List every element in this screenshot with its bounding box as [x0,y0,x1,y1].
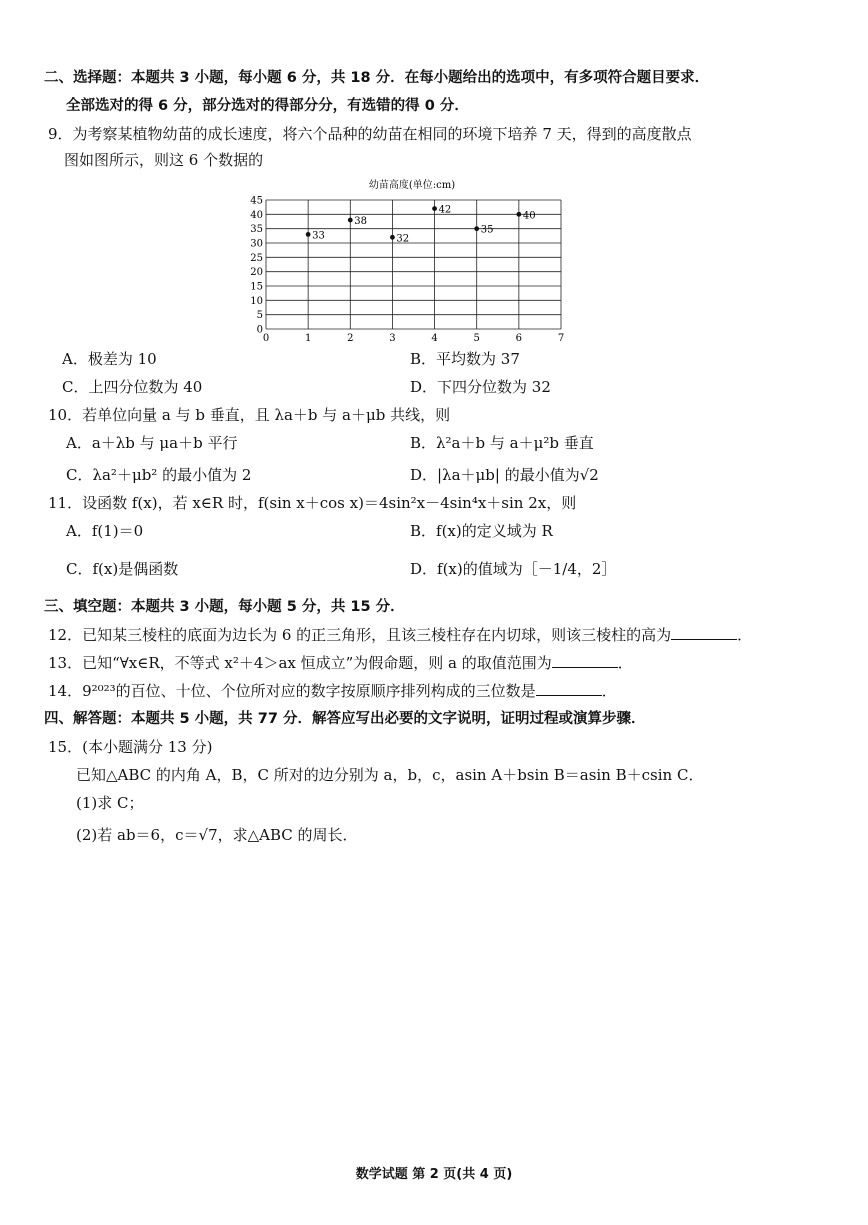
q10-stem: 10．若单位向量 a 与 b 垂直，且 λa＋b 与 a＋μb 共线，则 [48,406,451,424]
q13 [48,653,633,673]
data-label: 38 [354,216,368,228]
section2-heading-line1: 二、选择题：本题共 3 小题，每小题 6 分，共 18 分．在每小题给出的选项中，有多项符合题目要求． [44,70,710,86]
data-point [306,232,311,237]
data-point [474,226,479,231]
data-label: 32 [396,233,410,245]
data-label: 42 [438,204,452,216]
q14 [48,681,617,701]
q12 [48,625,752,645]
q14-end: ． [601,682,617,700]
q14-answer-blank[interactable] [536,681,602,696]
q14-text: 14．9²⁰²³的百位、十位、个位所对应的数字按原顺序排列构成的三位数是 [48,682,536,700]
y-tick-label: 35 [250,224,263,236]
y-tick-label: 30 [250,238,263,250]
q12-end: ． [737,626,753,644]
section4-heading: 四、解答题：本题共 5 小题，共 77 分．解答应写出必要的文字说明，证明过程或演算步骤． [44,711,646,727]
q15-stem: 已知△ABC 的内角 A，B，C 所对的边分别为 a，b，c，asin A＋bsin B＝asin B＋csin C． [76,766,704,784]
x-tick-label: 7 [557,333,565,344]
section2-heading-line2: 全部选对的得 6 分，部分选对的得部分分，有选错的得 0 分． [66,98,469,114]
q13-answer-blank[interactable] [552,653,618,668]
chart-grid [266,200,561,329]
y-tick-label: 25 [250,252,263,264]
y-tick-label: 40 [250,209,263,221]
q12-answer-blank[interactable] [671,625,737,640]
q11-stem: 11．设函数 f(x)，若 x∈R 时，f(sin x＋cos x)＝4sin²x－4sin⁴x＋sin 2x，则 [48,494,577,512]
q9-option-c: C．上四分位数为 40 [62,378,203,396]
x-tick-label: 6 [515,333,523,344]
x-tick-label: 1 [304,333,312,344]
q9-option-a: A．极差为 10 [62,350,157,368]
x-tick-label: 4 [431,333,438,344]
data-point [348,218,353,223]
q9-stem-line2: 图如图所示，则这 6 个数据的 [64,151,264,169]
data-point [432,206,437,211]
x-tick-label: 2 [347,333,354,344]
x-tick-label: 5 [473,333,480,344]
q10-option-c: C．λa²＋μb² 的最小值为 2 [66,466,252,484]
q15-part2: (2)若 ab＝6，c＝√7，求△ABC 的周长． [76,826,358,844]
chart-points [306,205,536,245]
q11-option-a: A．f(1)＝0 [66,522,144,540]
q15-part1: (1)求 C； [76,794,144,812]
x-tick-label: 3 [389,333,396,344]
data-point [390,235,395,240]
y-tick-label: 0 [256,324,263,336]
chart-x-ticks [263,333,564,344]
q9-option-b: B．平均数为 37 [410,350,520,368]
y-tick-label: 5 [256,310,263,322]
q10-option-b: B．λ²a＋b 与 a＋μ²b 垂直 [410,434,594,452]
y-tick-label: 20 [250,267,263,279]
q13-end: ． [617,654,633,672]
q13-text: 13．已知“∀x∈R，不等式 x²＋4＞ax 恒成立”为假命题，则 a 的取值范围为 [48,654,552,672]
y-tick-label: 10 [250,295,263,307]
data-label: 33 [312,230,325,242]
section3-heading: 三、填空题：本题共 3 小题，每小题 5 分，共 15 分． [44,599,405,615]
data-label: 40 [522,210,536,222]
q9-stem-line1: 9．为考察某植物幼苗的成长速度，将六个品种的幼苗在相同的环境下培养 7 天，得到的高度散点 [48,125,692,143]
y-tick-label: 15 [250,281,263,293]
chart-y-ticks [250,196,263,336]
q11-option-d: D．f(x)的值域为［－1/4，2］ [410,560,617,578]
data-point [516,212,521,217]
q15-header: 15．(本小题满分 13 分) [48,738,213,756]
page-footer: 数学试题 第 2 页(共 4 页) [355,1167,513,1182]
q12-text: 12．已知某三棱柱的底面为边长为 6 的正三角形，且该三棱柱存在内切球，则该三棱柱的高为 [48,626,672,644]
q11-option-c: C．f(x)是偶函数 [66,560,179,578]
q10-option-a: A．a＋λb 与 μa＋b 平行 [66,434,238,452]
x-tick-label: 0 [262,333,270,344]
q9-scatter-chart [240,176,580,346]
chart-title: 幼苗高度(单位:cm) [368,180,456,191]
q9-option-d: D．下四分位数为 32 [410,378,551,396]
y-tick-label: 45 [250,195,263,207]
q11-option-b: B．f(x)的定义域为 R [410,522,553,540]
data-label: 35 [480,224,494,236]
q10-option-d: D．|λa＋μb| 的最小值为√2 [410,466,599,484]
